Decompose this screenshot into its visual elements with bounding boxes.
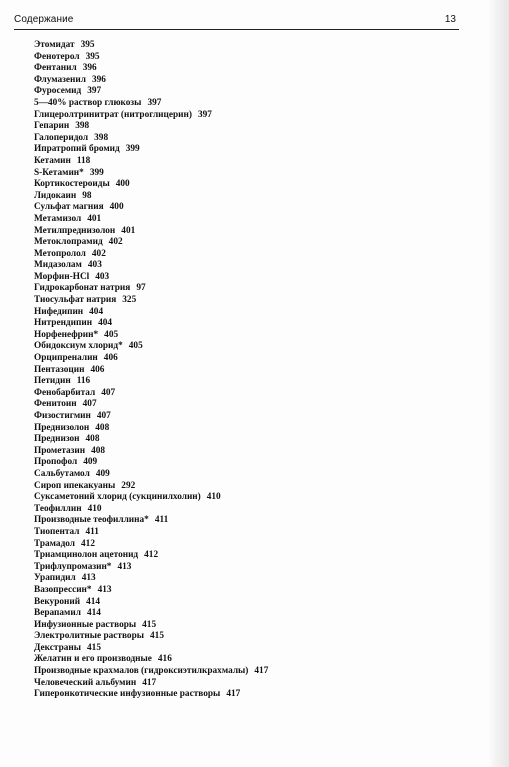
toc-entry-page: 292	[121, 480, 136, 491]
toc-entry	[34, 654, 268, 666]
toc-entry	[34, 63, 268, 75]
toc-entry-page: 98	[82, 190, 92, 201]
toc-entry	[34, 353, 268, 365]
toc-entry-title: Сироп ипекакуаны	[34, 480, 116, 491]
toc-entry-page: 407	[82, 399, 97, 410]
toc-entry	[34, 527, 268, 539]
running-header	[14, 14, 456, 30]
toc-entry	[34, 562, 268, 574]
toc-entry-title: Нифедипин	[34, 306, 84, 317]
toc-entry-page: 403	[87, 260, 102, 271]
toc-entry-page: 411	[85, 526, 99, 537]
toc-entry	[34, 365, 268, 377]
toc-entry-title: 5—40% раствор глюкозы	[34, 97, 142, 108]
toc-entry	[34, 689, 268, 701]
toc-entry-title: Метоклопрамид	[34, 237, 103, 248]
toc-entry	[34, 318, 268, 330]
toc-entry-page: 409	[83, 457, 98, 468]
toc-entry	[34, 341, 268, 353]
toc-entry	[34, 573, 268, 585]
toc-entry-page: 118	[76, 155, 91, 166]
toc-entry	[34, 678, 268, 690]
toc-entry	[34, 399, 268, 411]
toc-entry-title: Желатин и его производные	[34, 654, 152, 665]
toc-entry-title: Галоперидол	[34, 132, 89, 143]
toc-entry	[34, 481, 268, 493]
toc-entry-title: Тиопентал	[34, 526, 80, 537]
toc-entry-title: Гиперонкотические инфузионные растворы	[34, 689, 221, 700]
toc-entry-page: 399	[125, 144, 140, 155]
toc-entry-title: Инфузионные растворы	[34, 619, 137, 630]
toc-entry-page: 325	[122, 295, 137, 306]
toc-entry-title: Кетамин	[34, 155, 71, 166]
toc-entry-title: Глицеролтринитрат (нитроглицерин)	[34, 109, 192, 120]
toc-entry-page: 397	[87, 86, 102, 97]
toc-entry	[34, 226, 268, 238]
toc-entry-page: 417	[254, 666, 269, 677]
toc-entry-title: Метилпреднизолон	[34, 225, 116, 236]
toc-entry-page: 413	[117, 561, 132, 572]
toc-entry-page: 397	[198, 109, 212, 120]
toc-entry-title: Преднизон	[34, 434, 80, 445]
toc-entry-page: 417	[226, 689, 241, 700]
toc-entry	[34, 411, 268, 423]
toc-entry	[34, 52, 268, 64]
toc-entry-page: 399	[89, 167, 104, 178]
toc-entry	[34, 191, 268, 203]
running-header-title: Содержание	[14, 14, 74, 25]
toc-entry	[34, 202, 268, 214]
toc-entry	[34, 585, 268, 597]
toc-entry-title: Гепарин	[34, 121, 70, 132]
toc-entry-title: Пентазоцин	[34, 364, 85, 375]
toc-entry-title: Производные теофиллина*	[34, 515, 149, 526]
toc-entry-page: 412	[81, 538, 95, 549]
toc-entry-page: 401	[121, 225, 136, 236]
toc-entry	[34, 144, 268, 156]
toc-entry	[34, 272, 268, 284]
toc-entry	[34, 40, 268, 52]
toc-entry	[34, 643, 268, 655]
toc-entry	[34, 295, 268, 307]
toc-entry	[34, 539, 268, 551]
toc-entry	[34, 423, 268, 435]
toc-entry	[34, 550, 268, 562]
toc-entry-page: 398	[75, 121, 90, 132]
toc-entry-page: 395	[85, 51, 100, 62]
toc-entry-title: Морфин-HCl	[34, 271, 90, 282]
toc-entry-page: 416	[157, 654, 172, 665]
toc-entry-title: Кортикостероиды	[34, 179, 110, 190]
toc-entry-title: Нитрендипин	[34, 318, 93, 329]
toc-entry-page: 402	[108, 237, 123, 248]
toc-entry-title: Триамцинолон ацетонид	[34, 550, 139, 561]
toc-entry-title: Флумазенил	[34, 74, 86, 85]
toc-entry-page: 403	[95, 271, 110, 282]
toc-entry-title: Норфенефрин*	[34, 329, 99, 340]
toc-entry-title: Трамадол	[34, 538, 76, 549]
toc-entry	[34, 168, 268, 180]
toc-entry	[34, 376, 268, 388]
toc-entry	[34, 469, 268, 481]
toc-entry	[34, 330, 268, 342]
toc-entry-title: Этомидат	[34, 40, 75, 50]
toc-entry	[34, 492, 268, 504]
toc-entry-page: 400	[115, 179, 130, 190]
toc-entry	[34, 307, 268, 319]
toc-entry-title: Декстраны	[34, 642, 82, 653]
toc-entry-title: Фентанил	[34, 63, 77, 74]
header-rule	[14, 29, 459, 30]
toc-entry	[34, 133, 268, 145]
toc-entry-title: Суксаметоний хлорид (сукцинилхолин)	[34, 492, 201, 503]
toc-entry-page: 417	[142, 677, 157, 688]
toc-entry	[34, 504, 268, 516]
toc-entry-page: 398	[94, 132, 109, 143]
toc-entry	[34, 457, 268, 469]
toc-entry-page: 411	[154, 515, 169, 526]
toc-entry-title: Гидрокарбонат натрия	[34, 283, 131, 294]
toc-entry-page: 405	[128, 341, 143, 352]
toc-entry	[34, 237, 268, 249]
toc-entry-page: 415	[150, 631, 164, 642]
toc-entry-page: 410	[206, 492, 221, 503]
toc-entry	[34, 156, 268, 168]
toc-entry-page: 412	[144, 550, 159, 561]
toc-entry-page: 397	[147, 97, 162, 108]
toc-entry	[34, 515, 268, 527]
toc-entry-page: 405	[104, 329, 119, 340]
toc-entry	[34, 388, 268, 400]
toc-entry	[34, 446, 268, 458]
toc-entry-title: Метопролол	[34, 248, 86, 259]
toc-entry	[34, 214, 268, 226]
toc-entry-title: Ипратропий бромид	[34, 144, 120, 155]
toc-entry-title: S-Кетамин*	[34, 167, 84, 178]
toc-entry-page: 408	[85, 434, 100, 445]
toc-entry	[34, 86, 268, 98]
toc-entry-page: 414	[86, 608, 101, 619]
toc-entry-title: Человеческий альбумин	[34, 677, 137, 688]
toc-entry	[34, 179, 268, 191]
toc-entry	[34, 260, 268, 272]
toc-entry-page: 97	[136, 283, 146, 294]
toc-entry	[34, 121, 268, 133]
page-edge-shadow	[487, 0, 509, 767]
toc-entry-title: Урапидил	[34, 573, 76, 584]
toc-entry-title: Сальбутамол	[34, 468, 90, 479]
toc-entry	[34, 98, 268, 110]
toc-entry-page: 409	[95, 468, 110, 479]
toc-entry-title: Верапамил	[34, 608, 81, 619]
toc-entry	[34, 608, 268, 620]
toc-entry-title: Мидазолам	[34, 260, 82, 271]
toc-entry	[34, 597, 268, 609]
toc-entry-page: 401	[87, 213, 102, 224]
toc-entry-title: Обидоксиум хлорид*	[34, 341, 123, 352]
toc-entry-page: 400	[109, 202, 124, 213]
toc-entry-title: Вазопрессин*	[34, 584, 92, 595]
toc-entry-page: 407	[101, 387, 116, 398]
toc-list	[34, 40, 268, 701]
toc-entry	[34, 631, 268, 643]
toc-entry-title: Физостигмин	[34, 411, 91, 421]
toc-entry-page: 410	[87, 503, 102, 514]
toc-entry-page: 402	[91, 248, 106, 259]
toc-entry-page: 407	[96, 411, 111, 421]
toc-entry-page: 415	[142, 619, 157, 630]
toc-entry	[34, 434, 268, 446]
toc-entry-title: Сульфат магния	[34, 202, 104, 213]
toc-entry-page: 415	[87, 642, 101, 653]
toc-entry-page: 116	[76, 376, 91, 387]
toc-entry	[34, 75, 268, 87]
toc-entry-page: 408	[91, 445, 106, 456]
toc-entry-title: Прометазин	[34, 445, 86, 456]
toc-entry-title: Петидин	[34, 376, 71, 387]
toc-entry-page: 404	[89, 306, 104, 317]
toc-entry-page: 413	[81, 573, 96, 584]
toc-entry	[34, 620, 268, 632]
toc-entry-title: Орципреналин	[34, 353, 98, 364]
toc-entry	[34, 110, 268, 122]
toc-entry-title: Лидокаин	[34, 190, 77, 201]
toc-entry-title: Тиосульфат натрия	[34, 295, 117, 306]
toc-entry	[34, 249, 268, 261]
toc-entry-title: Трифлупромазин*	[34, 561, 112, 572]
toc-entry-page: 404	[98, 318, 113, 329]
toc-entry-page: 396	[91, 74, 106, 85]
toc-entry-title: Электролитные растворы	[34, 631, 145, 642]
toc-entry-title: Фенобарбитал	[34, 387, 96, 398]
toc-entry-page: 395	[80, 40, 95, 50]
toc-entry-title: Производные крахмалов (гидроксиэтилкрахмалы)	[34, 666, 249, 677]
toc-entry-title: Фуросемид	[34, 86, 82, 97]
toc-entry-title: Фенотерол	[34, 51, 80, 62]
toc-entry	[34, 666, 268, 678]
toc-entry-page: 413	[97, 584, 112, 595]
toc-entry	[34, 283, 268, 295]
toc-entry-title: Фенитоин	[34, 399, 77, 410]
toc-entry-title: Преднизолон	[34, 422, 90, 433]
toc-entry-title: Теофиллин	[34, 503, 82, 514]
toc-entry-title: Метамизол	[34, 213, 82, 224]
page-number: 13	[444, 14, 456, 25]
toc-entry-page: 396	[82, 63, 97, 74]
toc-entry-page: 414	[86, 596, 101, 607]
toc-entry-page: 406	[103, 353, 118, 364]
toc-entry-title: Пропофол	[34, 457, 78, 468]
toc-entry-title: Векуроний	[34, 596, 81, 607]
toc-entry-page: 408	[95, 422, 110, 433]
toc-entry-page: 406	[90, 364, 105, 375]
